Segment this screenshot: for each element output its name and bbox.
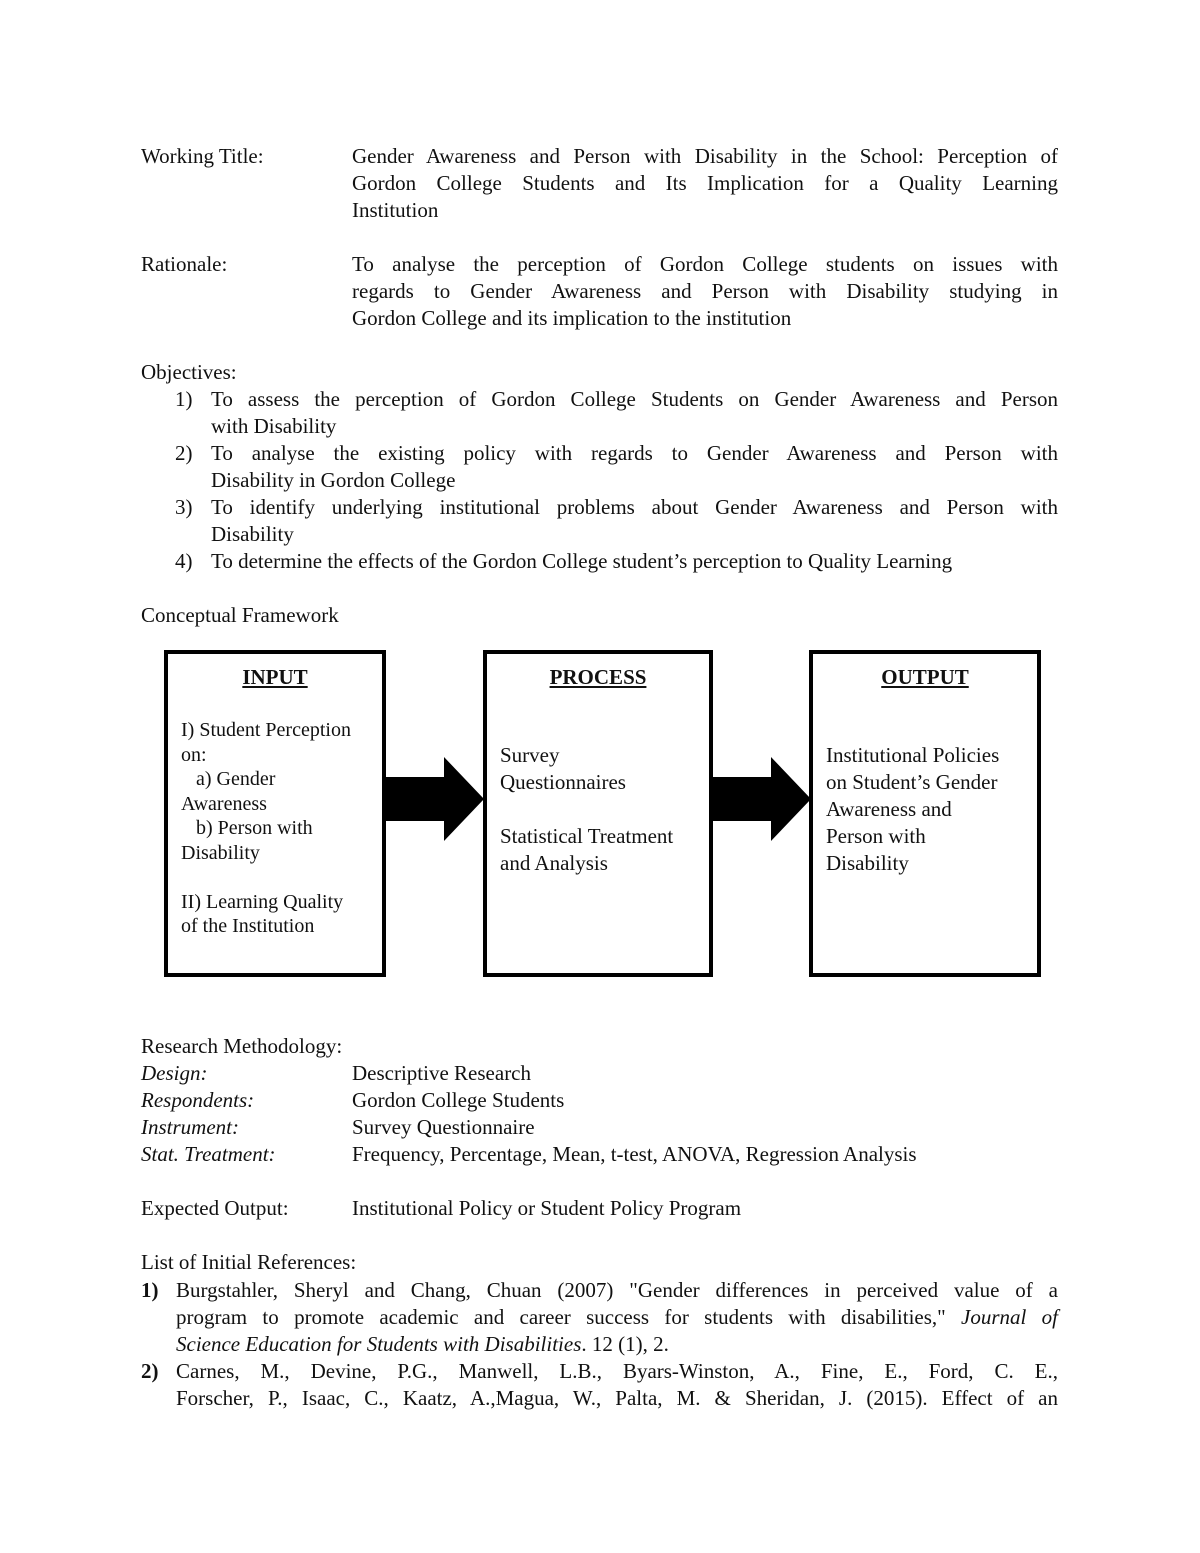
objective-item <box>141 548 1058 575</box>
input-box-line: b) Person with <box>181 817 313 839</box>
reference-text-part: program to promote academic and career success for students with disabilities," <box>176 1305 946 1329</box>
rationale-label: Rationale: <box>141 252 228 276</box>
reference-text-part: . 12 (1), 2. <box>581 1332 669 1356</box>
objective-number: 2) <box>175 441 193 465</box>
process-box-line <box>500 796 673 823</box>
working-title-value <box>352 143 1058 224</box>
output-box-title: OUTPUT <box>881 665 969 689</box>
framework-heading: Conceptual Framework <box>141 603 339 627</box>
references-heading: List of Initial References: <box>141 1250 357 1274</box>
input-box-line: Awareness <box>181 792 267 815</box>
process-box <box>483 650 713 977</box>
input-box-line: II) Learning Quality <box>181 890 344 913</box>
methodology-value: Survey Questionnaire <box>352 1115 535 1139</box>
reference-text <box>176 1331 1058 1358</box>
objective-item <box>141 386 1058 440</box>
input-box-line <box>181 865 351 890</box>
objective-text: To assess the perception of Gordon College Students on Gender Awareness and Person <box>211 387 1058 411</box>
output-box-line: Awareness and <box>826 797 952 821</box>
output-box-line: Institutional Policies <box>826 743 1000 767</box>
methodology-label: Instrument: <box>141 1115 239 1139</box>
rationale-value <box>352 251 1058 332</box>
process-box-line: Survey <box>500 743 560 767</box>
input-box-line: a) Gender <box>181 768 276 790</box>
methodology-heading: Research Methodology: <box>141 1034 343 1058</box>
input-box-line: of the Institution <box>181 915 315 937</box>
objective-text: Disability <box>211 522 294 546</box>
reference-number: 1) <box>141 1278 159 1302</box>
rationale-line: To analyse the perception of Gordon College students on issues with <box>352 252 1058 276</box>
objective-text: To identify underlying institutional problems about Gender Awareness and Person with <box>211 495 1058 519</box>
output-box-line: on Student’s Gender <box>826 770 998 794</box>
objective-text: To analyse the existing policy with regards to Gender Awareness and Person with <box>211 441 1058 465</box>
reference-item <box>141 1358 1058 1412</box>
objective-number: 4) <box>175 549 193 573</box>
methodology-label: Respondents: <box>141 1088 255 1112</box>
input-box <box>164 650 386 977</box>
methodology-value: Descriptive Research <box>352 1061 532 1085</box>
arrow-right-icon <box>384 757 486 841</box>
process-box-line: Questionnaires <box>500 770 626 794</box>
reference-journal: Science Education for Students with Disabilities <box>176 1332 582 1356</box>
input-box-body <box>181 718 351 939</box>
output-box <box>809 650 1041 977</box>
input-box-line: I) Student Perception <box>181 719 351 741</box>
objective-text: Disability in Gordon College <box>211 468 456 492</box>
rationale-line: Gordon College and its implication to the institution <box>352 306 792 330</box>
process-box-title: PROCESS <box>549 665 647 689</box>
process-box-body <box>500 742 673 877</box>
objective-item <box>141 440 1058 494</box>
reference-item <box>141 1277 1058 1358</box>
reference-text: Carnes, M., Devine, P.G., Manwell, L.B., Byars-Winston, A., Fine, E., Ford, C. E., <box>176 1359 1058 1383</box>
objective-text: To determine the effects of the Gordon College student’s perception to Quality Learning <box>211 549 953 573</box>
methodology-label: Design: <box>141 1061 208 1085</box>
reference-journal: Journal of <box>961 1305 1058 1329</box>
input-box-line: on: <box>181 743 207 766</box>
working-title-line: Institution <box>352 198 439 222</box>
reference-text <box>176 1304 1058 1331</box>
arrow-right-icon <box>711 757 813 841</box>
objectives-list <box>141 386 1058 575</box>
objective-item <box>141 494 1058 548</box>
output-box-body <box>826 742 999 877</box>
reference-text: Burgstahler, Sheryl and Chang, Chuan (2007) "Gender differences in perceived value of a <box>176 1278 1058 1302</box>
process-box-line: and Analysis <box>500 851 608 875</box>
rationale-line: regards to Gender Awareness and Person with Disability studying in <box>352 279 1058 303</box>
objective-text: with Disability <box>211 414 337 438</box>
objective-number: 1) <box>175 387 193 411</box>
output-box-line: Disability <box>826 851 909 875</box>
reference-text: Forscher, P., Isaac, C., Kaatz, A.,Magua, W., Palta, M. & Sheridan, J. (2015). Effect of an <box>176 1386 1058 1410</box>
input-box-title: INPUT <box>242 665 308 689</box>
expected-output-label: Expected Output: <box>141 1196 289 1220</box>
working-title-line: Gender Awareness and Person with Disability in the School: Perception of <box>352 144 1058 168</box>
methodology-value: Gordon College Students <box>352 1088 565 1112</box>
methodology-label: Stat. Treatment: <box>141 1142 276 1166</box>
methodology-value: Frequency, Percentage, Mean, t-test, ANOVA, Regression Analysis <box>352 1142 917 1166</box>
expected-output-value: Institutional Policy or Student Policy Program <box>352 1196 742 1220</box>
reference-number: 2) <box>141 1359 159 1383</box>
process-box-line: Statistical Treatment <box>500 824 674 848</box>
working-title-line: Gordon College Students and Its Implication for a Quality Learning <box>352 171 1058 195</box>
working-title-label: Working Title: <box>141 144 264 168</box>
output-box-line: Person with <box>826 824 926 848</box>
objective-number: 3) <box>175 495 193 519</box>
objectives-heading: Objectives: <box>141 360 237 384</box>
input-box-line: Disability <box>181 841 260 864</box>
